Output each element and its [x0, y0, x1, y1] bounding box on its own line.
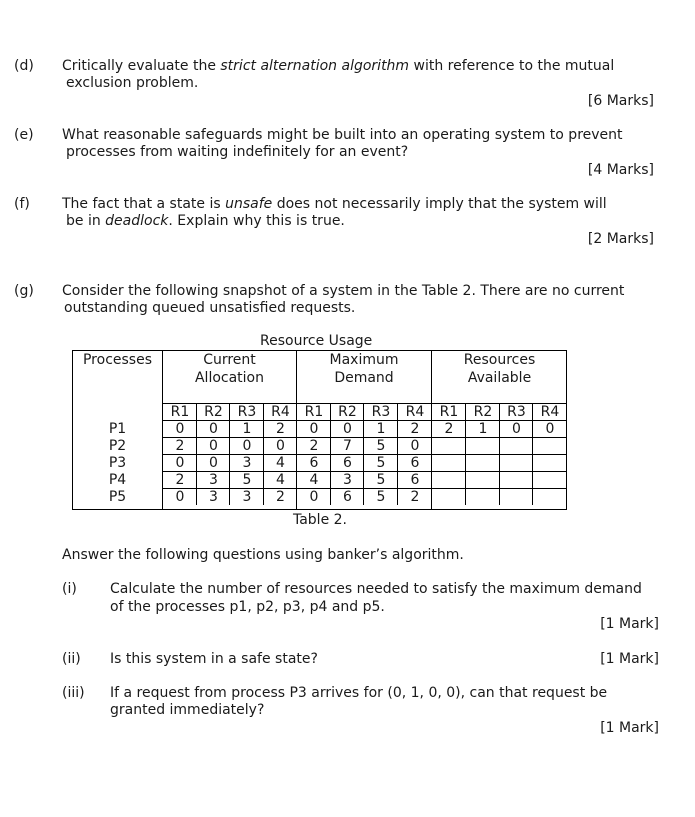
- sub-header-r2: R2: [204, 404, 223, 420]
- table-cell: 2: [410, 489, 420, 505]
- table-cell: 0: [242, 438, 252, 454]
- table-cell: 0: [410, 438, 420, 454]
- table-cell: 3: [343, 472, 352, 488]
- table-cell: 0: [309, 421, 319, 437]
- header-current-1: Current: [203, 352, 256, 368]
- table-cell: 7: [343, 438, 352, 454]
- sub-header-r1: R1: [170, 404, 190, 420]
- sub-question-i-label: (i): [62, 581, 77, 597]
- table-cell: 6: [410, 455, 420, 471]
- sub-question-ii-line1: Is this system in a safe state?: [110, 651, 318, 667]
- question-d-text-a: Critically evaluate the: [62, 58, 221, 74]
- sub-question-ii-marks: [1 Mark]: [600, 651, 659, 667]
- question-g-line2: outstanding queued unsatisfied requests.: [64, 300, 356, 316]
- table-cell: 2: [276, 421, 285, 437]
- question-f-text-a: The fact that a state is: [62, 196, 226, 212]
- question-g-label: (g): [14, 283, 34, 299]
- question-e-line1: What reasonable safeguards might be built into an operating system to prevent: [62, 127, 623, 143]
- sub-question-ii-label: (ii): [62, 651, 81, 667]
- sub-header-r2: R2: [473, 404, 493, 420]
- sub-question-i-line1: Calculate the number of resources needed to satisfy the maximum demand: [110, 581, 642, 597]
- question-e-marks: [4 Marks]: [587, 162, 654, 178]
- table-cell: 6: [309, 455, 319, 471]
- header-maximum-2: Demand: [334, 370, 394, 386]
- sub-question-iii-label: (iii): [62, 685, 85, 701]
- bankers-intro: Answer the following questions using banker’s algorithm.: [62, 547, 464, 563]
- question-f-text-b: does not necessarily imply that the system will: [272, 196, 607, 212]
- table-cell: 1: [376, 421, 386, 437]
- question-d-marks: [6 Marks]: [587, 93, 654, 109]
- process-name: P2: [108, 438, 127, 454]
- sub-question-i-marks: [1 Mark]: [600, 616, 659, 632]
- question-f-emphasis-unsafe: unsafe: [225, 196, 273, 212]
- sub-question-iii-marks: [1 Mark]: [600, 720, 659, 736]
- sub-question-iii-line1: If a request from process P3 arrives for (0, 1, 0, 0), can that request be: [110, 685, 608, 701]
- sub-header-r4: R4: [405, 404, 425, 420]
- question-f-label: (f): [14, 196, 30, 212]
- question-d-emphasis: strict alternation algorithm: [220, 58, 410, 74]
- table-cell: 2: [276, 489, 285, 505]
- table-title: Resource Usage: [260, 333, 373, 349]
- table-cell: 0: [209, 438, 218, 454]
- table-cell: 3: [242, 455, 252, 471]
- table-cell: 0: [175, 421, 185, 437]
- sub-header-r4: R4: [271, 404, 290, 420]
- table-caption: Table 2.: [292, 512, 347, 528]
- question-f-emphasis-deadlock: deadlock: [105, 213, 169, 229]
- table-cell: 4: [309, 472, 319, 488]
- sub-header-r1: R1: [439, 404, 459, 420]
- sub-question-iii-line2: granted immediately?: [110, 702, 265, 718]
- table-cell: 4: [276, 472, 285, 488]
- header-processes: Processes: [82, 352, 152, 368]
- header-current-2: Allocation: [194, 370, 264, 386]
- table-cell: 4: [276, 455, 285, 471]
- table-cell: 3: [209, 489, 218, 505]
- header-available-2: Available: [467, 370, 532, 386]
- table-cell: 0: [276, 438, 285, 454]
- table-cell: 2: [175, 472, 185, 488]
- table-cell: 6: [343, 489, 352, 505]
- table-cell: 2: [444, 421, 454, 437]
- table-cell: 2: [309, 438, 319, 454]
- question-f-marks: [2 Marks]: [587, 231, 654, 247]
- table-cell: 0: [545, 421, 555, 437]
- table-cell: 1: [242, 421, 252, 437]
- table-cell: 0: [512, 421, 521, 437]
- question-f-text-c: be in: [66, 213, 106, 229]
- table-cell: 5: [376, 489, 386, 505]
- sub-header-r2: R2: [338, 404, 357, 420]
- process-name: P1: [108, 421, 127, 437]
- sub-header-r4: R4: [540, 404, 560, 420]
- question-d-label: (d): [14, 58, 34, 74]
- table-cell: 5: [376, 438, 386, 454]
- header-available-1: Resources: [463, 352, 536, 368]
- question-f-text-d: . Explain why this is true.: [168, 213, 345, 229]
- table-cell: 0: [209, 455, 218, 471]
- question-f-line1: [62, 196, 607, 212]
- question-f-line2: [66, 213, 345, 229]
- sub-question-i-line2: of the processes p1, p2, p3, p4 and p5.: [110, 599, 385, 615]
- question-d-line2: exclusion problem.: [66, 75, 199, 91]
- table-cell: 6: [343, 455, 352, 471]
- process-name: P4: [108, 472, 127, 488]
- table-cell: 5: [376, 455, 386, 471]
- table-cell: 1: [478, 421, 488, 437]
- table-cell: 5: [376, 472, 386, 488]
- table-cell: 2: [410, 421, 420, 437]
- sub-header-r3: R3: [237, 404, 257, 420]
- table-cell: 3: [209, 472, 218, 488]
- sub-header-r1: R1: [304, 404, 324, 420]
- table-cell: 0: [175, 489, 185, 505]
- question-d-text-b: with reference to the mutual: [409, 58, 615, 74]
- table-cell: 6: [410, 472, 420, 488]
- table-cell: 5: [242, 472, 252, 488]
- process-name: P5: [108, 489, 127, 505]
- sub-header-r3: R3: [371, 404, 391, 420]
- process-name: P3: [108, 455, 127, 471]
- table-cell: 2: [175, 438, 185, 454]
- question-e-label: (e): [14, 127, 34, 143]
- sub-header-r3: R3: [507, 404, 526, 420]
- table-cell: 3: [242, 489, 252, 505]
- table-cell: 0: [175, 455, 185, 471]
- header-maximum-1: Maximum: [329, 352, 399, 368]
- table-cell: 0: [209, 421, 218, 437]
- table-cell: 0: [309, 489, 319, 505]
- table-cell: 0: [343, 421, 352, 437]
- question-g-line1: Consider the following snapshot of a system in the Table 2. There are no current: [62, 283, 625, 299]
- question-d-line1: [62, 58, 614, 74]
- question-e-line2: processes from waiting indefinitely for an event?: [66, 144, 409, 160]
